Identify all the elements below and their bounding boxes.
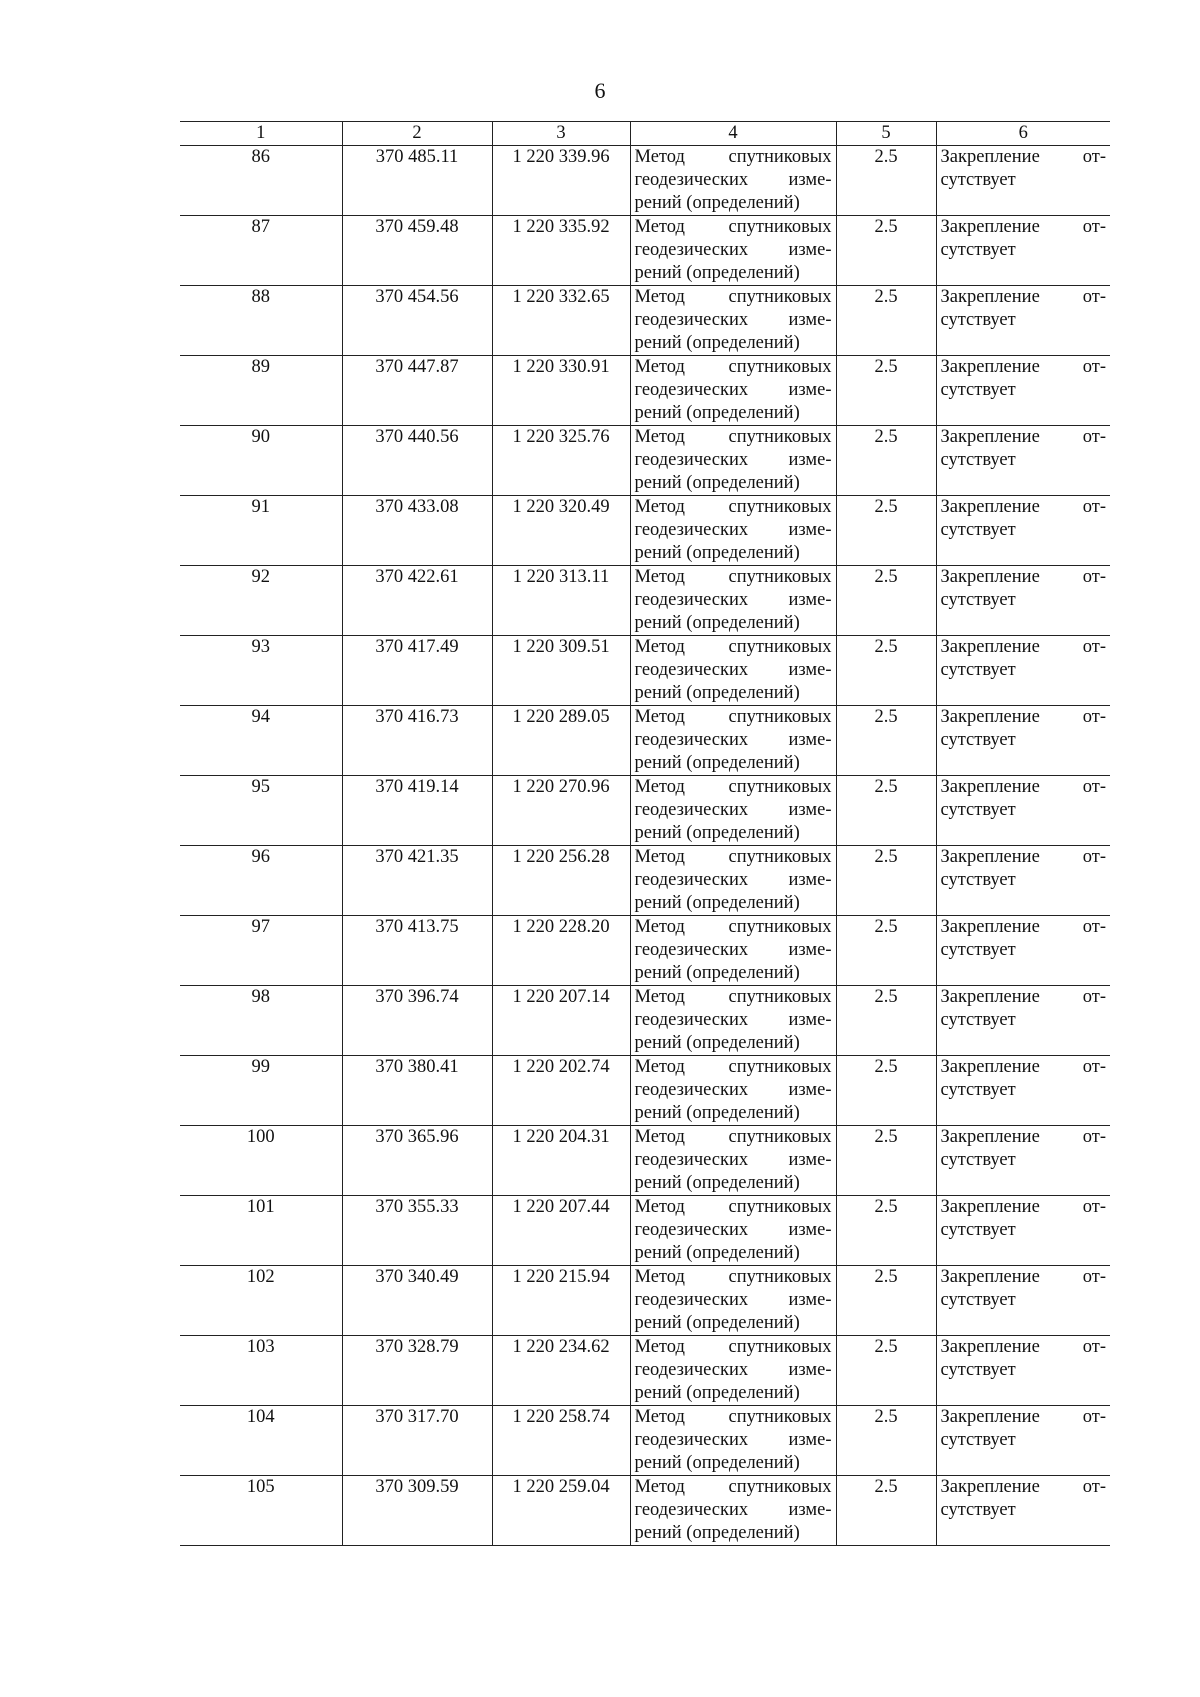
- point-number-cell: 98: [180, 986, 342, 1056]
- y-coordinate-cell: 1 220 207.44: [492, 1196, 630, 1266]
- method-cell: Метод спутниковых геодезических изме-рений (определений): [630, 146, 836, 216]
- y-coordinate-cell: 1 220 325.76: [492, 426, 630, 496]
- x-coordinate-cell: 370 413.75: [342, 916, 492, 986]
- fixation-cell: Закрепление от-сутствует: [936, 216, 1110, 286]
- fixation-cell: Закрепление от-сутствует: [936, 1336, 1110, 1406]
- y-coordinate-cell: 1 220 204.31: [492, 1126, 630, 1196]
- column-header-3: 3: [492, 122, 630, 146]
- header-row: [180, 122, 1110, 146]
- x-coordinate-cell: 370 416.73: [342, 706, 492, 776]
- accuracy-cell: 2.5: [836, 216, 936, 286]
- point-number-cell: 95: [180, 776, 342, 846]
- table-row: [180, 776, 1110, 846]
- method-cell: Метод спутниковых геодезических изме-рений (определений): [630, 426, 836, 496]
- table-row: [180, 566, 1110, 636]
- fixation-cell: Закрепление от-сутствует: [936, 1406, 1110, 1476]
- table-row: [180, 1056, 1110, 1126]
- table-row: [180, 426, 1110, 496]
- y-coordinate-cell: 1 220 320.49: [492, 496, 630, 566]
- method-cell: Метод спутниковых геодезических изме-рений (определений): [630, 566, 836, 636]
- point-number-cell: 105: [180, 1476, 342, 1546]
- column-header-6: 6: [936, 122, 1110, 146]
- point-number-cell: 97: [180, 916, 342, 986]
- accuracy-cell: 2.5: [836, 986, 936, 1056]
- y-coordinate-cell: 1 220 332.65: [492, 286, 630, 356]
- method-cell: Метод спутниковых геодезических изме-рений (определений): [630, 986, 836, 1056]
- accuracy-cell: 2.5: [836, 1476, 936, 1546]
- method-cell: Метод спутниковых геодезических изме-рений (определений): [630, 496, 836, 566]
- accuracy-cell: 2.5: [836, 776, 936, 846]
- table-row: [180, 706, 1110, 776]
- y-coordinate-cell: 1 220 228.20: [492, 916, 630, 986]
- point-number-cell: 86: [180, 146, 342, 216]
- table-row: [180, 356, 1110, 426]
- y-coordinate-cell: 1 220 259.04: [492, 1476, 630, 1546]
- page-number: 6: [594, 78, 606, 103]
- point-number-cell: 93: [180, 636, 342, 706]
- table-row: [180, 1476, 1110, 1546]
- y-coordinate-cell: 1 220 309.51: [492, 636, 630, 706]
- method-cell: Метод спутниковых геодезических изме-рений (определений): [630, 846, 836, 916]
- fixation-cell: Закрепление от-сутствует: [936, 1196, 1110, 1266]
- table-row: [180, 1406, 1110, 1476]
- fixation-cell: Закрепление от-сутствует: [936, 496, 1110, 566]
- accuracy-cell: 2.5: [836, 706, 936, 776]
- method-cell: Метод спутниковых геодезических изме-рений (определений): [630, 916, 836, 986]
- fixation-cell: Закрепление от-сутствует: [936, 426, 1110, 496]
- fixation-cell: Закрепление от-сутствует: [936, 1266, 1110, 1336]
- point-number-cell: 90: [180, 426, 342, 496]
- accuracy-cell: 2.5: [836, 1056, 936, 1126]
- table-row: [180, 1196, 1110, 1266]
- table-row: [180, 636, 1110, 706]
- point-number-cell: 88: [180, 286, 342, 356]
- y-coordinate-cell: 1 220 215.94: [492, 1266, 630, 1336]
- x-coordinate-cell: 370 340.49: [342, 1266, 492, 1336]
- x-coordinate-cell: 370 459.48: [342, 216, 492, 286]
- accuracy-cell: 2.5: [836, 846, 936, 916]
- y-coordinate-cell: 1 220 330.91: [492, 356, 630, 426]
- accuracy-cell: 2.5: [836, 1266, 936, 1336]
- fixation-cell: Закрепление от-сутствует: [936, 566, 1110, 636]
- y-coordinate-cell: 1 220 207.14: [492, 986, 630, 1056]
- accuracy-cell: 2.5: [836, 426, 936, 496]
- method-cell: Метод спутниковых геодезических изме-рений (определений): [630, 1336, 836, 1406]
- table-row: [180, 846, 1110, 916]
- x-coordinate-cell: 370 417.49: [342, 636, 492, 706]
- x-coordinate-cell: 370 355.33: [342, 1196, 492, 1266]
- point-number-cell: 103: [180, 1336, 342, 1406]
- point-number-cell: 92: [180, 566, 342, 636]
- accuracy-cell: 2.5: [836, 496, 936, 566]
- x-coordinate-cell: 370 309.59: [342, 1476, 492, 1546]
- y-coordinate-cell: 1 220 258.74: [492, 1406, 630, 1476]
- fixation-cell: Закрепление от-сутствует: [936, 636, 1110, 706]
- x-coordinate-cell: 370 433.08: [342, 496, 492, 566]
- y-coordinate-cell: 1 220 289.05: [492, 706, 630, 776]
- accuracy-cell: 2.5: [836, 1406, 936, 1476]
- table-row: [180, 286, 1110, 356]
- accuracy-cell: 2.5: [836, 636, 936, 706]
- method-cell: Метод спутниковых геодезических изме-рений (определений): [630, 776, 836, 846]
- table-row: [180, 1336, 1110, 1406]
- y-coordinate-cell: 1 220 339.96: [492, 146, 630, 216]
- point-number-cell: 87: [180, 216, 342, 286]
- method-cell: Метод спутниковых геодезических изме-рений (определений): [630, 706, 836, 776]
- point-number-cell: 94: [180, 706, 342, 776]
- y-coordinate-cell: 1 220 335.92: [492, 216, 630, 286]
- point-number-cell: 91: [180, 496, 342, 566]
- fixation-cell: Закрепление от-сутствует: [936, 846, 1110, 916]
- method-cell: Метод спутниковых геодезических изме-рений (определений): [630, 1266, 836, 1336]
- x-coordinate-cell: 370 317.70: [342, 1406, 492, 1476]
- y-coordinate-cell: 1 220 234.62: [492, 1336, 630, 1406]
- table-header: [180, 122, 1110, 146]
- x-coordinate-cell: 370 419.14: [342, 776, 492, 846]
- accuracy-cell: 2.5: [836, 1126, 936, 1196]
- fixation-cell: Закрепление от-сутствует: [936, 146, 1110, 216]
- table-row: [180, 1266, 1110, 1336]
- coordinates-table: [180, 121, 1110, 1546]
- table-row: [180, 216, 1110, 286]
- method-cell: Метод спутниковых геодезических изме-рений (определений): [630, 1056, 836, 1126]
- column-header-1: 1: [180, 122, 342, 146]
- table-row: [180, 496, 1110, 566]
- method-cell: Метод спутниковых геодезических изме-рений (определений): [630, 216, 836, 286]
- method-cell: Метод спутниковых геодезических изме-рений (определений): [630, 1126, 836, 1196]
- point-number-cell: 89: [180, 356, 342, 426]
- point-number-cell: 104: [180, 1406, 342, 1476]
- method-cell: Метод спутниковых геодезических изме-рений (определений): [630, 1196, 836, 1266]
- x-coordinate-cell: 370 440.56: [342, 426, 492, 496]
- fixation-cell: Закрепление от-сутствует: [936, 1476, 1110, 1546]
- table-row: [180, 986, 1110, 1056]
- y-coordinate-cell: 1 220 256.28: [492, 846, 630, 916]
- fixation-cell: Закрепление от-сутствует: [936, 776, 1110, 846]
- accuracy-cell: 2.5: [836, 286, 936, 356]
- column-header-4: 4: [630, 122, 836, 146]
- method-cell: Метод спутниковых геодезических изме-рений (определений): [630, 286, 836, 356]
- table-row: [180, 916, 1110, 986]
- x-coordinate-cell: 370 396.74: [342, 986, 492, 1056]
- column-header-5: 5: [836, 122, 936, 146]
- x-coordinate-cell: 370 365.96: [342, 1126, 492, 1196]
- method-cell: Метод спутниковых геодезических изме-рений (определений): [630, 356, 836, 426]
- accuracy-cell: 2.5: [836, 1336, 936, 1406]
- fixation-cell: Закрепление от-сутствует: [936, 286, 1110, 356]
- x-coordinate-cell: 370 380.41: [342, 1056, 492, 1126]
- column-header-2: 2: [342, 122, 492, 146]
- table-body: [180, 146, 1110, 1546]
- accuracy-cell: 2.5: [836, 146, 936, 216]
- point-number-cell: 102: [180, 1266, 342, 1336]
- accuracy-cell: 2.5: [836, 916, 936, 986]
- point-number-cell: 101: [180, 1196, 342, 1266]
- fixation-cell: Закрепление от-сутствует: [936, 986, 1110, 1056]
- x-coordinate-cell: 370 485.11: [342, 146, 492, 216]
- y-coordinate-cell: 1 220 270.96: [492, 776, 630, 846]
- point-number-cell: 100: [180, 1126, 342, 1196]
- method-cell: Метод спутниковых геодезических изме-рений (определений): [630, 636, 836, 706]
- accuracy-cell: 2.5: [836, 356, 936, 426]
- x-coordinate-cell: 370 328.79: [342, 1336, 492, 1406]
- y-coordinate-cell: 1 220 313.11: [492, 566, 630, 636]
- point-number-cell: 96: [180, 846, 342, 916]
- fixation-cell: Закрепление от-сутствует: [936, 706, 1110, 776]
- table-row: [180, 146, 1110, 216]
- point-number-cell: 99: [180, 1056, 342, 1126]
- accuracy-cell: 2.5: [836, 566, 936, 636]
- accuracy-cell: 2.5: [836, 1196, 936, 1266]
- fixation-cell: Закрепление от-сутствует: [936, 356, 1110, 426]
- fixation-cell: Закрепление от-сутствует: [936, 1056, 1110, 1126]
- table-row: [180, 1126, 1110, 1196]
- x-coordinate-cell: 370 421.35: [342, 846, 492, 916]
- method-cell: Метод спутниковых геодезических изме-рений (определений): [630, 1406, 836, 1476]
- fixation-cell: Закрепление от-сутствует: [936, 1126, 1110, 1196]
- y-coordinate-cell: 1 220 202.74: [492, 1056, 630, 1126]
- x-coordinate-cell: 370 422.61: [342, 566, 492, 636]
- x-coordinate-cell: 370 454.56: [342, 286, 492, 356]
- x-coordinate-cell: 370 447.87: [342, 356, 492, 426]
- fixation-cell: Закрепление от-сутствует: [936, 916, 1110, 986]
- method-cell: Метод спутниковых геодезических изме-рений (определений): [630, 1476, 836, 1546]
